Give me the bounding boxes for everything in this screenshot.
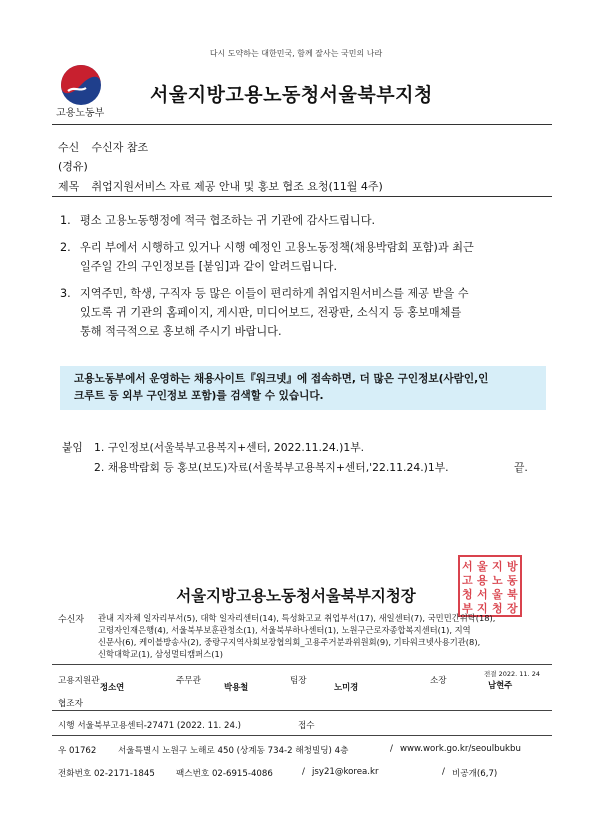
paragraph-text: 통해 적극적으로 홍보해 주시기 바랍니다. [80, 325, 282, 338]
notice-line: 고용노동부에서 운영하는 채용사이트『워크넷』에 접속하면, 더 많은 구인정보(사람인,인 [74, 373, 489, 385]
attachment-label: 붙임 [62, 441, 83, 454]
paragraph-3 [60, 284, 546, 341]
end-mark: 끝. [514, 461, 528, 474]
paragraph-number: 3. [60, 287, 71, 300]
attachment-item-2: 2. 채용박람회 등 홍보(보도)자료(서울북부고용복지+센터,'22.11.24.)1부. [94, 461, 449, 474]
paragraph-number: 1. [60, 214, 71, 227]
approver-2-name: 박용철 [224, 682, 249, 692]
paragraph-text: 일주일 간의 구인정보를 [붙임]과 같이 알려드립니다. [80, 260, 338, 273]
receipt-label: 접수 [298, 721, 315, 731]
recipients-line: 관내 지자체 일자리부서(5), 대학 일자리센터(14), 특성화고교 취업부서(17), 새일센터(7), 국민민간위탁(18), [98, 613, 496, 623]
worknet-notice-box [60, 366, 546, 410]
cooperator-label: 협조자 [58, 699, 83, 709]
ministry-emblem-icon [60, 64, 102, 106]
approver-3-name: 노미경 [334, 682, 359, 692]
via-row: (경유) [58, 160, 88, 173]
approval-date: 전결 2022. 11. 24 [484, 670, 540, 678]
separator: / [442, 767, 445, 777]
approver-3-role: 팀장 [290, 676, 307, 686]
attachment-item-1: 1. 구인정보(서울북부고용복지+센터, 2022.11.24.)1부. [94, 441, 365, 454]
phone-number: 전화번호 02-2171-1845 [58, 769, 155, 779]
subject-value: 취업지원서비스 자료 제공 안내 및 홍보 협조 요청(11월 4주) [91, 180, 383, 193]
approver-2-role: 주무관 [176, 676, 201, 686]
recipient-value: 수신자 참조 [91, 141, 149, 154]
subject-row [58, 178, 383, 194]
paragraph-text: 지역주민, 학생, 구직자 등 많은 이들이 편리하게 취업지원서비스를 제공 받을 수 [80, 287, 469, 300]
paragraph-number: 2. [60, 241, 71, 254]
paragraph-2 [60, 238, 546, 276]
agency-title: 서울지방고용노동청서울북부지청 [150, 84, 433, 106]
approver-4-role: 소장 [430, 676, 447, 686]
subject-label: 제목 [58, 180, 80, 193]
approver-1-role: 고용지원관 [58, 676, 100, 686]
separator: / [390, 744, 393, 754]
separator: / [302, 767, 305, 777]
website-link[interactable]: www.work.go.kr/seoulbukbu [400, 744, 521, 754]
recipients-line: 신문사(6), 케이블방송사(2), 중랑구지역사회보장협의회_고용주거분과위원회(9), 기타워크넷사용기관(8), [98, 637, 481, 647]
enforcement-info: 시행 서울북부고용센터-27471 (2022. 11. 24.) [58, 721, 242, 731]
header-divider [52, 124, 552, 125]
paragraph-text: 있도록 귀 기관의 홈페이지, 게시판, 미디어보드, 전광판, 소식지 등 홍보매체를 [80, 306, 462, 319]
postal-code: 우 01762 [58, 746, 97, 756]
approver-1-name: 정소연 [100, 682, 125, 692]
ministry-name: 고용노동부 [56, 108, 105, 119]
email-link[interactable]: jsy21@korea.kr [312, 767, 379, 777]
approval-divider [52, 710, 552, 711]
notice-line: 크루트 등 외부 구인정보 포함)를 검색할 수 있습니다. [74, 390, 324, 402]
fax-number: 팩스번호 02-6915-4086 [176, 769, 273, 779]
enforcement-divider [52, 735, 552, 736]
recipient-label: 수신 [58, 141, 80, 154]
paragraph-1 [60, 211, 546, 230]
official-seal: 서 울 지 방 고 용 노 동 청 서 울 북 부 지 청 장 [458, 555, 522, 617]
address: 서울특별시 노원구 노해로 450 (상계동 734-2 해청빌딩) 4층 [118, 746, 349, 756]
recipients-list [98, 612, 550, 660]
recipients-line: 신학대학교(1), 삼성멀티캠퍼스(1) [98, 649, 223, 659]
disclosure-status: 비공개(6,7) [452, 769, 498, 779]
paragraph-text: 우리 부에서 시행하고 있거나 시행 예정인 고용노동정책(채용박람회 포함)과 최근 [80, 241, 474, 254]
recipients-line: 고령자인재은행(4), 서울북부보훈관청소(1), 서울북부하나센터(1), 노원구근로자종합복지센터(1), 지역 [98, 625, 471, 635]
recipient-row [58, 139, 148, 155]
recipients-divider [52, 664, 552, 665]
recipients-label: 수신자 [58, 615, 85, 625]
approver-4-name: 남현주 [488, 680, 513, 690]
paragraph-text: 평소 고용노동행정에 적극 협조하는 귀 기관에 감사드립니다. [80, 214, 376, 227]
motto: 다시 도약하는 대한민국, 함께 잘사는 국민의 나라 [209, 49, 383, 58]
subject-divider [52, 196, 552, 197]
issuer-name: 서울지방고용노동청서울북부지청장 [176, 587, 416, 605]
